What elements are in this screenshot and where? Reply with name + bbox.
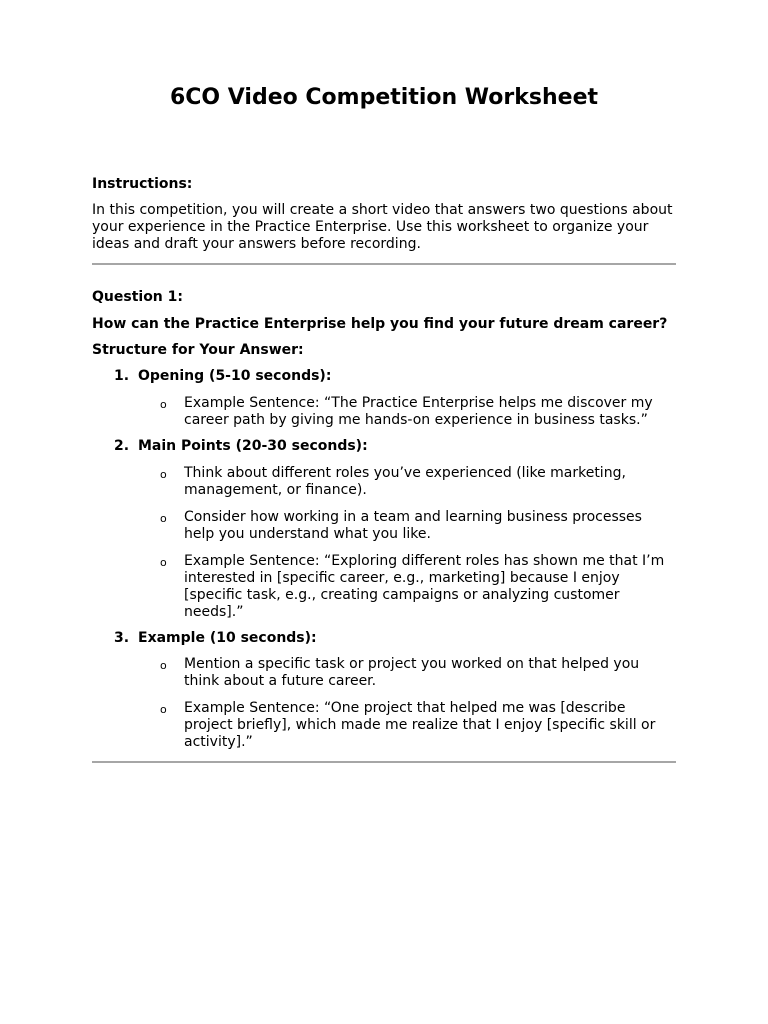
bullet-icon: o [160,659,167,672]
divider-top [92,263,676,265]
bullet-icon: o [160,512,167,525]
section-2-label: Main Points (20-30 seconds): [138,438,368,454]
instructions-heading: Instructions: [92,176,193,192]
section-1-label: Opening (5-10 seconds): [138,368,332,384]
document-title: 6CO Video Competition Worksheet [169,85,599,110]
section-3-number: 3. [114,630,130,646]
bullet-icon: o [160,468,167,481]
section-2-number: 2. [114,438,130,454]
divider-bottom [92,761,676,763]
section-3-label: Example (10 seconds): [138,630,317,646]
section-3-bullet-1: Mention a specific task or project you worked on that helped you think about a future career. [184,656,640,689]
instructions-body: In this competition, you will create a short video that answers two questions about your experience in the Practice Enterprise. Use this worksheet to organize your ideas and draft your answers before recording. [92,202,673,252]
section-2-bullet-3: Example Sentence: “Exploring different roles has shown me that I’m interested in [specific career, e.g., marketing] because I enjoy [specific task, e.g., creating campaigns or analyzing customer needs].” [184,553,665,620]
question1-prompt: How can the Practice Enterprise help you find your future dream career? [92,316,668,332]
question1-heading: Question 1: [92,289,183,305]
section-2-bullet-2: Consider how working in a team and learning business processes help you understand what you like. [184,509,642,542]
section-1-bullet-1: Example Sentence: “The Practice Enterprise helps me discover my career path by giving me hands-on experience in business tasks.” [184,395,653,428]
bullet-icon: o [160,703,167,716]
bullet-icon: o [160,398,167,411]
section-3-bullet-2: Example Sentence: “One project that helped me was [describe project briefly], which made me realize that I enjoy [specific skill or activity].” [184,700,656,750]
bullet-icon: o [160,556,167,569]
section-2-bullet-1: Think about different roles you’ve experienced (like marketing, management, or finance). [184,465,626,498]
structure-heading: Structure for Your Answer: [92,342,304,358]
section-1-number: 1. [114,368,130,384]
